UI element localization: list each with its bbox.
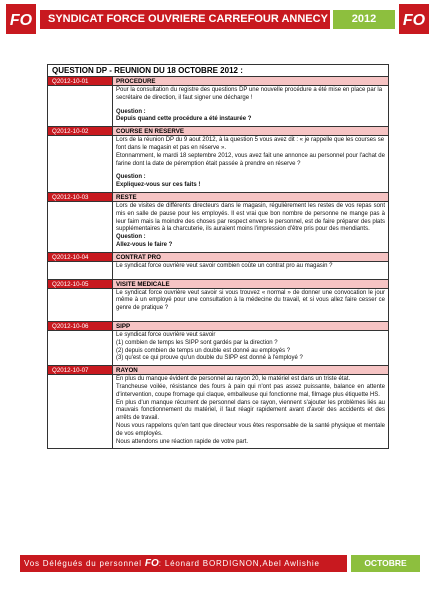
- question-code: Q2012-10-02: [48, 127, 113, 135]
- header-title: SYNDICAT FORCE OUVRIERE CARREFOUR ANNECY: [40, 10, 330, 29]
- question-text: [113, 331, 388, 365]
- question-topic: RESTE: [113, 193, 388, 201]
- question-topic: SIPP: [113, 322, 388, 330]
- question-code: Q2012-10-01: [48, 77, 113, 85]
- question-text: [113, 289, 388, 321]
- paragraph: (2) depuis combien de temps un double est donné au employés ?: [116, 347, 291, 354]
- question-row-header: [48, 366, 388, 375]
- question-code: Q2012-10-03: [48, 193, 113, 201]
- question-row-body: [48, 136, 388, 193]
- paragraph: Nous vous rappelons qu'en tant que directeur vous êtes responsable de la santé physique et mentale de vos employés.: [116, 422, 385, 437]
- question-text: [113, 202, 388, 252]
- question-row-header: [48, 193, 388, 202]
- paragraph: En plus d'un manque récurrent de personnel dans ce rayon, viennent s'ajouter les problèmes liés au mauvais fonctionnement du matériel, il faut réagir rapidement avant d'avoir des accidents et des arrêts de travail.: [116, 399, 385, 422]
- fo-logo-right: [399, 4, 429, 34]
- question: Expliquez-vous sur ces faits !: [116, 182, 201, 189]
- question-text: [113, 136, 388, 192]
- question-topic: VISITE MEDICALE: [113, 280, 388, 288]
- paragraph: Le syndicat force ouvrière veut savoir si vous trouvez « normal » de donner une convocation le jour même à un employé pour une consultation à la médecine du travail, et si vous allez faire cesser ce genre de pratique ?: [116, 289, 385, 312]
- question-row-header: [48, 127, 388, 136]
- paragraph: (3) qu'est ce qui prouve qu'un double du SIPP est donné à l'employé ?: [116, 355, 303, 362]
- question-row-body: [48, 331, 388, 366]
- svg-text:FO: FO: [9, 12, 33, 29]
- question-topic: PROCEDURE: [113, 77, 388, 85]
- question-topic: RAYON: [113, 366, 388, 374]
- question-text: [113, 86, 388, 126]
- header-year: 2012: [333, 10, 395, 29]
- question-label: Question :: [116, 174, 146, 181]
- question-text: [113, 262, 388, 279]
- table-title: QUESTION DP - REUNION DU 18 OCTOBRE 2012 :: [48, 65, 388, 77]
- question-code: Q2012-10-04: [48, 253, 113, 261]
- question-row-body: [48, 86, 388, 127]
- question: Allez-vous le faire ?: [116, 241, 173, 248]
- paragraph: Lors de visites de différents directeurs dans le magasin, régulièrement les restes de vos repas sont mis en salle de pause pour les employés. Il est vrai que bon nombre de personne ne mange pas à leur faim mais la moindre des choses par respect envers le personnel, est de faire préparer des plats supplémentaires à la charcuterie, ils auraient moins l'impression d'être pris pour des mendiants.: [116, 202, 385, 233]
- question-code: Q2012-10-06: [48, 322, 113, 330]
- paragraph: Etonnamment, le mardi 18 septembre 2012, vous avez fait une annonce au personnel pour l'achat de farine dont la date de péremption était passée à prendre en réserve ?: [116, 152, 385, 167]
- paragraph: (1) combien de temps les SIPP sont gardés par la direction ?: [116, 339, 278, 346]
- question-row-header: [48, 280, 388, 289]
- questions-table: [47, 64, 389, 449]
- footer-month: OCTOBRE: [351, 555, 420, 572]
- question-row-header: [48, 322, 388, 331]
- question-code: Q2012-10-05: [48, 280, 113, 288]
- question-label: Question :: [116, 234, 146, 241]
- question-row-header: [48, 253, 388, 262]
- question-topic: CONTRAT PRO: [113, 253, 388, 261]
- question-topic: COURSE EN RESERVE: [113, 127, 388, 135]
- footer-delegates: [20, 555, 347, 572]
- question-code: Q2012-10-07: [48, 366, 113, 374]
- question: Depuis quand cette procédure a été instaurée ?: [116, 116, 252, 123]
- svg-text:FO: FO: [402, 12, 426, 29]
- fo-logo-left: [6, 4, 36, 34]
- question-row-body: [48, 262, 388, 280]
- question-row-header: [48, 77, 388, 86]
- page-footer: [20, 555, 420, 572]
- footer-names: : Léonard BORDIGNON,Abel Awlishie: [158, 559, 320, 568]
- footer-delegates-prefix: Vos Délégués du personnel: [24, 559, 142, 568]
- paragraph: Le syndicat force ouvrière veut savoir: [116, 331, 216, 338]
- question-label: Question :: [116, 108, 146, 115]
- footer-fo: FO: [144, 558, 159, 569]
- question-row-body: [48, 289, 388, 322]
- paragraph: Nous attendons une réaction rapide de votre part.: [116, 438, 249, 445]
- paragraph: Lors de la réunion DP du 9 aout 2012, à la question 5 vous avez dit : « je rappelle que les courses se font dans le magasin et pas en réserve ».: [116, 137, 385, 151]
- paragraph: Trancheuse voilée, résistance des fours à pain qui n'ont pas assez puissante, balance en attente d'intervention, coupe fromage qui claque, emballeuse qui fonctionne mal, filmage plus étiquette HS.: [116, 383, 385, 398]
- question-text: [113, 375, 388, 448]
- question-row-body: [48, 375, 388, 448]
- paragraph: Le syndicat force ouvrière veut savoir combien coûte un contrat pro au magasin ?: [116, 262, 333, 269]
- paragraph: Pour la consultation du registre des questions DP une nouvelle procédure a été mise en place par la secrétaire de direction, il faut signer une décharge !: [116, 87, 383, 101]
- paragraph: En plus du manque évident de personnel au rayon 20, le matériel est dans un triste état.: [116, 376, 351, 383]
- question-row-body: [48, 202, 388, 253]
- page-header: [6, 4, 429, 34]
